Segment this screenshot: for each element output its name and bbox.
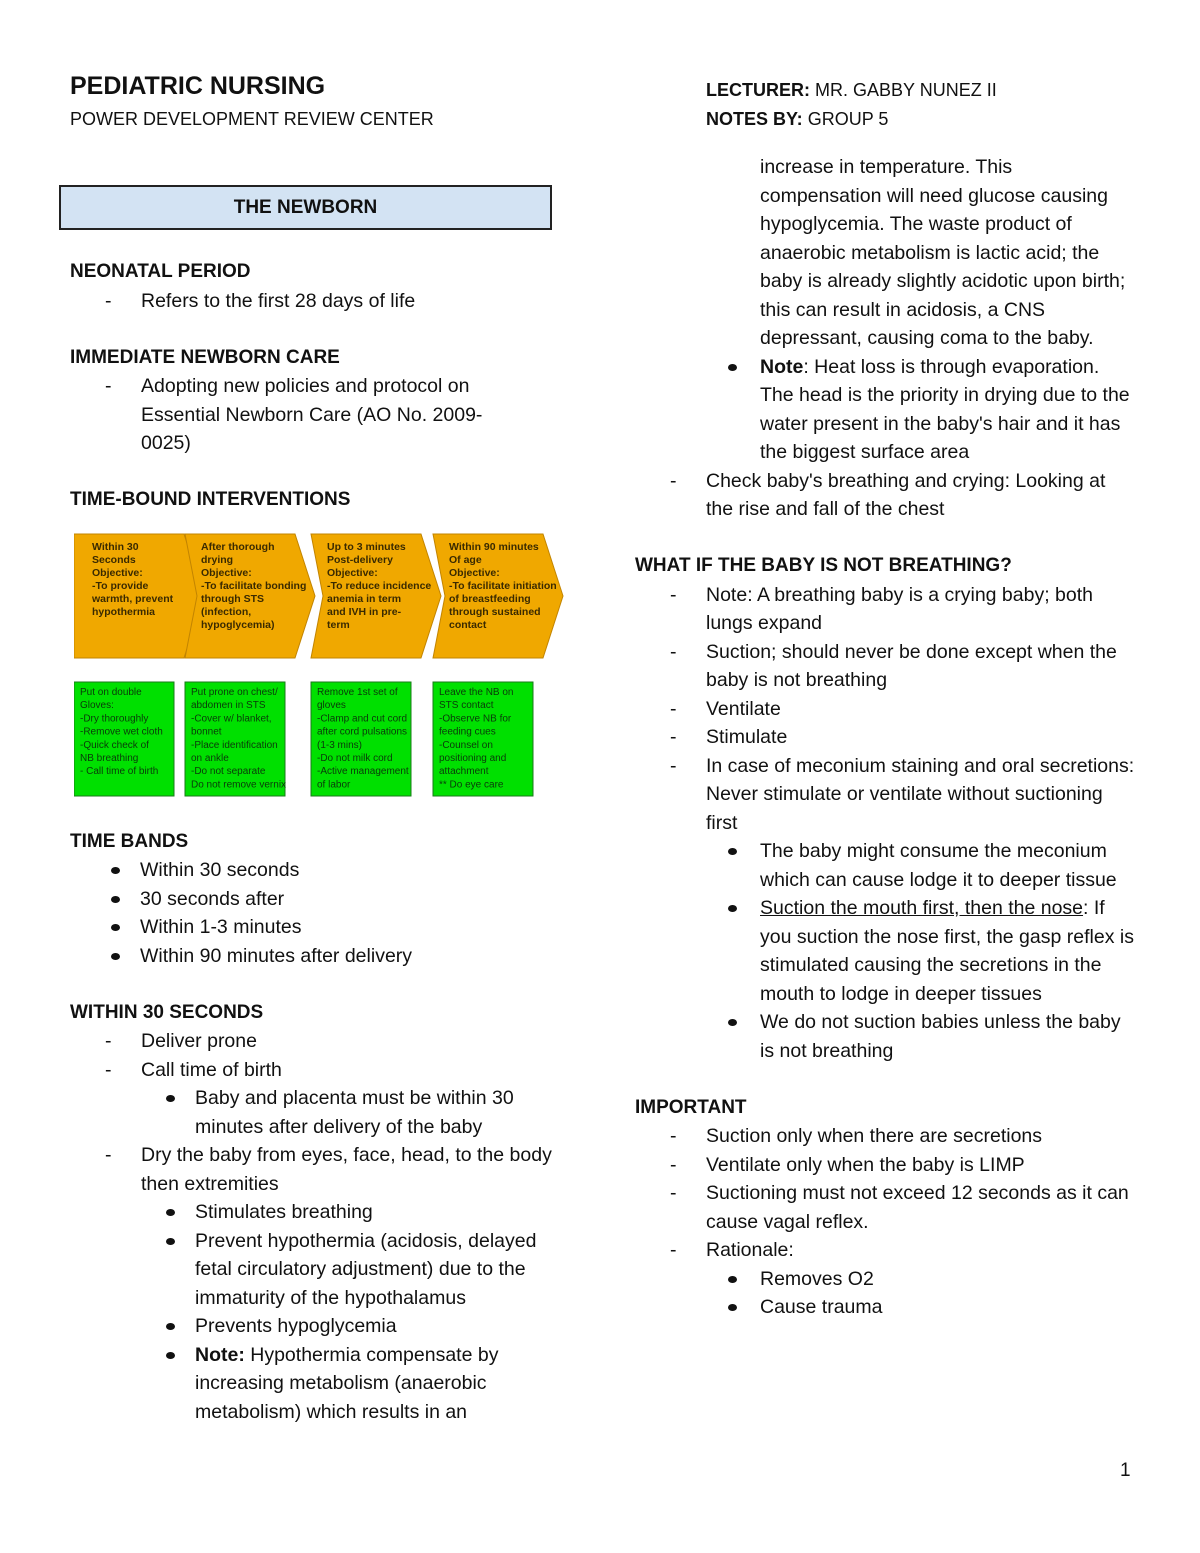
immediate-list	[70, 372, 570, 458]
list-item: Note: Heat loss is through evaporation. The head is the priority in drying due to the water present in the baby's hair and it has the biggest surface area	[635, 353, 1135, 467]
list-item: The baby might consume the meconium which can cause lodge it to deeper tissue	[635, 837, 1135, 894]
list-item: Cause trauma	[635, 1293, 1135, 1322]
list-item: Note: Hypothermia compensate by increasing metabolism (anaerobic metabolism) which results in an	[70, 1341, 570, 1427]
document-subtitle: POWER DEVELOPMENT REVIEW CENTER	[70, 109, 434, 129]
list-item: Removes O2	[635, 1265, 1135, 1294]
diagram-box-text: attachment	[439, 766, 489, 778]
time-bands-list	[70, 856, 570, 970]
sub-list	[70, 1198, 570, 1426]
sub-list	[635, 837, 1135, 1065]
diagram-box-text: Put prone on chest/	[191, 687, 278, 698]
list-item: - Deliver prone	[70, 1027, 570, 1056]
list-item: - In case of meconium staining and oral secretions: Never stimulate or ventilate without suctioning first The baby might consume the meconium which can cause lodge it to deeper tissue Suction the mouth first, then the nose: If you suction the nose first, the gasp reflex is stimulated causing the secretions in the mouth to lodge in deeper tissues We do not suction babies unless the baby is not breathing	[635, 752, 1135, 1066]
diagram-arrow-text: Up to 3 minutes	[327, 541, 406, 553]
diagram-box-text: positioning and	[439, 753, 507, 764]
diagram-arrow-text: Within 90 minutes	[449, 541, 539, 553]
diagram-box-text: - Call time of birth	[80, 766, 159, 778]
list-item: - Stimulate	[635, 723, 1135, 752]
within-30-list	[70, 1027, 570, 1426]
diagram-box-text: -Quick check of	[80, 739, 149, 751]
list-item: Within 1-3 minutes	[70, 913, 570, 942]
diagram-box-text: -Do not separate	[191, 766, 266, 778]
diagram-box-text: -Active management	[317, 766, 409, 778]
list-item: Suction the mouth first, then the nose: If you suction the nose first, the gasp reflex is stimulated causing the secretions in the mouth to lodge in deeper tissues	[635, 894, 1135, 1008]
list-item: We do not suction babies unless the baby is not breathing	[635, 1008, 1135, 1065]
diagram-arrow-text: drying	[201, 554, 234, 566]
diagram-box-text: (1-3 mins)	[317, 739, 363, 751]
underlined-text: Suction the mouth first, then the nose	[760, 897, 1084, 919]
diagram-arrow-text: of breastfeeding	[449, 593, 531, 605]
list-item: - Adopting new policies and protocol on Essential Newborn Care (AO No. 2009-0025)	[70, 372, 570, 458]
diagram-arrow-text: -To facilitate bonding	[201, 580, 307, 592]
heading-not-breathing: WHAT IF THE BABY IS NOT BREATHING?	[635, 555, 1012, 576]
diagram-box-text: -Cover w/ blanket,	[191, 713, 272, 725]
diagram-box-text: gloves	[317, 700, 346, 712]
list-item: - Suction only when there are secretions	[635, 1122, 1135, 1151]
note-label: Note	[760, 355, 804, 378]
diagram-box-text: -Do not milk cord	[317, 753, 393, 764]
list-item: Within 90 minutes after delivery	[70, 942, 570, 971]
diagram-box-text: STS contact	[439, 700, 494, 712]
notes-by-value: GROUP 5	[807, 109, 889, 129]
diagram-box-text: ** Do eye care	[439, 779, 504, 791]
diagram-arrow-text: warmth, prevent	[92, 593, 174, 605]
list-item: Prevents hypoglycemia	[70, 1312, 570, 1341]
list-item: - Suctioning must not exceed 12 seconds as it can cause vagal reflex.	[635, 1179, 1135, 1236]
diagram-svg	[74, 528, 566, 810]
diagram-box-text: Gloves:	[80, 700, 114, 712]
diagram-box-text: -Clamp and cut cord	[317, 713, 408, 725]
diagram-arrow-text: Objective:	[201, 567, 252, 579]
list-item: - Dry the baby from eyes, face, head, to the body then extremities Stimulates breathing Prevent hypothermia (acidosis, delayed fetal circulatory adjustment) due to the immaturity of the hypothalamus Prevents hypoglycemia Note: Hypothermia compensate by increasing metabolism (anaerobic metabolism) which results in an	[70, 1141, 570, 1426]
list-item: Within 30 seconds	[70, 856, 570, 885]
diagram-arrow-text: -To facilitate initiation	[449, 580, 557, 592]
continued-text: increase in temperature. This compensation will need glucose causing hypoglycemia. The waste product of anaerobic metabolism is lactic acid; the baby is already slightly acidotic upon birth; this can result in acidosis, a CNS depressant, causing coma to the baby.	[760, 156, 1126, 349]
lecturer-name: MR. GABBY NUNEZ II	[815, 80, 997, 100]
note-label: Note:	[195, 1343, 245, 1366]
diagram-arrow-text: through sustained	[449, 606, 541, 618]
document-title: PEDIATRIC NURSING	[70, 72, 326, 100]
list-item: Baby and placenta must be within 30 minutes after delivery of the baby	[70, 1084, 570, 1141]
list-item: - Ventilate	[635, 695, 1135, 724]
sub-list	[70, 1084, 570, 1141]
left-column	[70, 258, 570, 1426]
diagram-box-text: Remove 1st set of	[317, 687, 398, 698]
lecturer-line	[706, 80, 997, 101]
time-bound-diagram	[74, 528, 566, 810]
sub-list	[635, 1265, 1135, 1322]
check-list	[635, 467, 1135, 524]
heading-immediate-newborn-care: IMMEDIATE NEWBORN CARE	[70, 346, 340, 368]
diagram-arrow-text: contact	[449, 619, 487, 631]
section-title-box: THE NEWBORN	[59, 185, 552, 230]
heading-time-bands: TIME BANDS	[70, 830, 189, 852]
important-list	[635, 1122, 1135, 1322]
diagram-arrow-text: Objective:	[449, 567, 500, 579]
heading-neonatal-period: NEONATAL PERIOD	[70, 261, 251, 282]
diagram-box-text: after cord pulsations	[317, 726, 408, 738]
diagram-arrow-text: Seconds	[92, 554, 136, 566]
diagram-arrow-text: Of age	[449, 554, 482, 566]
diagram-arrow-text: -To provide	[92, 580, 149, 592]
diagram-box-text: NB breathing	[80, 753, 139, 764]
list-item: - Suction; should never be done except when the baby is not breathing	[635, 638, 1135, 695]
diagram-arrow-text: Post-delivery	[327, 554, 393, 566]
diagram-box-text: Do not remove vernix	[191, 779, 287, 791]
diagram-arrow-text: -To reduce incidence	[327, 580, 432, 592]
list-item: - Ventilate only when the baby is LIMP	[635, 1151, 1135, 1180]
diagram-box-text: -Remove wet cloth	[80, 726, 163, 738]
diagram-arrow-text: After thorough	[201, 541, 275, 553]
diagram-box-text: of labor	[317, 779, 351, 791]
note-list	[635, 353, 1135, 467]
list-item: - Check baby's breathing and crying: Looking at the rise and fall of the chest	[635, 467, 1135, 524]
diagram-box-text: bonnet	[191, 726, 222, 738]
diagram-arrow-text: term	[327, 619, 350, 631]
notes-by-line	[706, 109, 888, 130]
heading-within-30-seconds: WITHIN 30 SECONDS	[70, 1001, 264, 1023]
right-column	[635, 153, 1135, 1322]
diagram-box-text: on ankle	[191, 753, 229, 764]
list-item: Stimulates breathing	[70, 1198, 570, 1227]
list-item: 30 seconds after	[70, 885, 570, 914]
diagram-box-text: -Dry thoroughly	[80, 713, 149, 725]
diagram-arrow-text: Objective:	[92, 567, 143, 579]
diagram-arrow-text: Objective:	[327, 567, 378, 579]
neonatal-list	[70, 287, 570, 316]
diagram-box-text: -Counsel on	[439, 739, 493, 751]
list-item: - Refers to the first 28 days of life	[70, 287, 570, 316]
diagram-arrow-text: Within 30	[92, 541, 139, 553]
diagram-box-text: feeding cues	[439, 726, 496, 738]
diagram-arrow-text: and IVH in pre-	[327, 606, 402, 618]
diagram-box-text: -Place identification	[191, 739, 278, 751]
list-item: - Call time of birth Baby and placenta must be within 30 minutes after delivery of the baby	[70, 1056, 570, 1142]
page-number: 1	[1120, 1460, 1131, 1481]
diagram-arrow-text: anemia in term	[327, 593, 402, 605]
diagram-arrow-text: (infection,	[201, 606, 252, 618]
list-item: - Rationale: Removes O2 Cause trauma	[635, 1236, 1135, 1322]
diagram-box-text: Put on double	[80, 687, 142, 698]
diagram-arrow-text: hypothermia	[92, 606, 156, 618]
heading-time-bound-interventions: TIME-BOUND INTERVENTIONS	[70, 489, 351, 510]
notes-by-label: NOTES BY:	[706, 109, 803, 129]
diagram-box-text: -Observe NB for	[439, 713, 512, 725]
diagram-box-text: Leave the NB on	[439, 687, 514, 698]
list-item: Prevent hypothermia (acidosis, delayed fetal circulatory adjustment) due to the immaturity of the hypothalamus	[70, 1227, 570, 1313]
heading-important: IMPORTANT	[635, 1096, 747, 1118]
diagram-arrow-text: hypoglycemia)	[201, 619, 275, 631]
lecturer-label: LECTURER:	[706, 80, 810, 100]
diagram-box-text: abdomen in STS	[191, 700, 266, 712]
not-breathing-list	[635, 581, 1135, 1066]
diagram-arrow-text: through STS	[201, 593, 264, 605]
list-item: - Note: A breathing baby is a crying baby; both lungs expand	[635, 581, 1135, 638]
